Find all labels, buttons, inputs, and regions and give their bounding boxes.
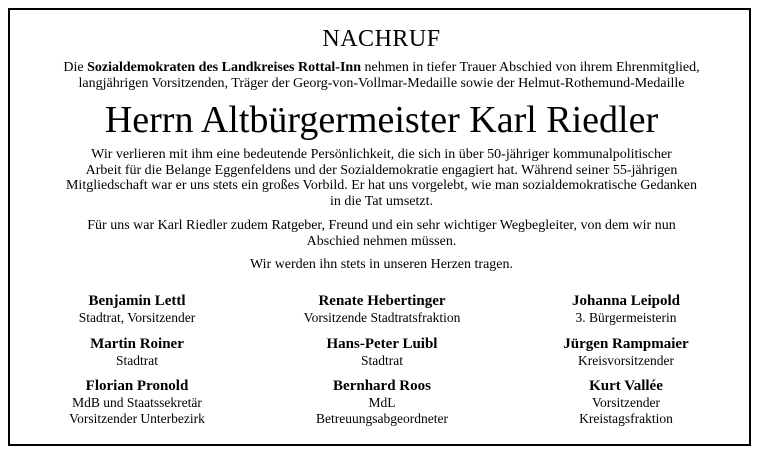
signatory <box>7 335 267 369</box>
signatory <box>7 377 267 427</box>
signatory-role: Stadtrat, Vorsitzender <box>78 310 196 325</box>
signatory-name: Kurt Vallée <box>589 378 663 394</box>
signatory-role: Vorsitzender <box>592 395 660 410</box>
signatory-role: Betreuungsabgeordneter <box>316 411 448 426</box>
signatory <box>252 335 512 369</box>
signatory-name: Renate Hebertinger <box>318 293 446 309</box>
intro-line-1 <box>0 60 763 75</box>
notice-title: NACHRUF <box>322 26 441 52</box>
signatory-role: Vorsitzender Unterbezirk <box>69 411 205 426</box>
paragraph-line: Arbeit für die Belange Eggenfeldens und der Sozialdemokratie engagiert hat. Während seiner 55-jährigen <box>85 162 678 178</box>
signatory-role: Stadtrat <box>361 353 403 368</box>
signatory-role: Vorsitzende Stadtratsfraktion <box>303 310 461 325</box>
signatory <box>496 377 756 427</box>
signatory-role: Kreistagsfraktion <box>579 411 673 426</box>
paragraph-tribute <box>0 147 763 209</box>
signatory-name: Johanna Leipold <box>572 293 680 309</box>
signatory-role: Kreisvorsitzender <box>578 353 674 368</box>
signatory-name: Bernhard Roos <box>333 378 431 394</box>
signatory-name: Benjamin Lettl <box>88 293 186 309</box>
signatory-name: Jürgen Rampmaier <box>563 336 689 352</box>
deceased-name: Herrn Altbürgermeister Karl Riedler <box>104 99 659 141</box>
signatory <box>7 292 267 326</box>
paragraph-line: Abschied nehmen müssen. <box>306 233 457 249</box>
signatory <box>252 377 512 427</box>
signatory <box>252 292 512 326</box>
signatory <box>496 335 756 369</box>
signatory-role: 3. Bürgermeisterin <box>575 310 677 325</box>
signatory-role: MdB und Staatssekretär <box>72 395 202 410</box>
signatory-name: Florian Pronold <box>85 378 189 394</box>
paragraph-closing <box>0 257 763 273</box>
intro-suffix: nehmen in tiefer Trauer Abschied von ihrem Ehrenmitglied, <box>361 60 700 75</box>
intro-organization: Sozialdemokraten des Landkreises Rottal-Inn <box>87 60 361 75</box>
signatory <box>496 292 756 326</box>
signatory-name: Hans-Peter Luibl <box>326 336 438 352</box>
signatory-name: Martin Roiner <box>90 336 184 352</box>
paragraph-line: Für uns war Karl Riedler zudem Ratgeber, Freund und ein sehr wichtiger Wegbegleiter, von dem wir nun <box>87 218 676 233</box>
paragraph-line: in die Tat umsetzt. <box>330 193 433 209</box>
paragraph-line: Mitgliedschaft war er uns stets ein großes Vorbild. Er hat uns vorgelebt, wie man sozialdemokratische Gedanken <box>65 178 697 193</box>
paragraph-line: Wir werden ihn stets in unseren Herzen tragen. <box>249 257 513 272</box>
signatory-role: MdL <box>368 395 396 410</box>
paragraph-companion <box>0 218 763 249</box>
signatory-role: Stadtrat <box>116 353 158 368</box>
paragraph-line: Wir verlieren mit ihm eine bedeutende Persönlichkeit, die sich in über 50-jähriger kommunalpolitischer <box>91 147 672 162</box>
intro-line-2: langjährigen Vorsitzenden, Träger der Georg-von-Vollmar-Medaille sowie der Helmut-Rothemund-Medaille <box>78 76 685 91</box>
intro-prefix: Die <box>63 60 88 75</box>
